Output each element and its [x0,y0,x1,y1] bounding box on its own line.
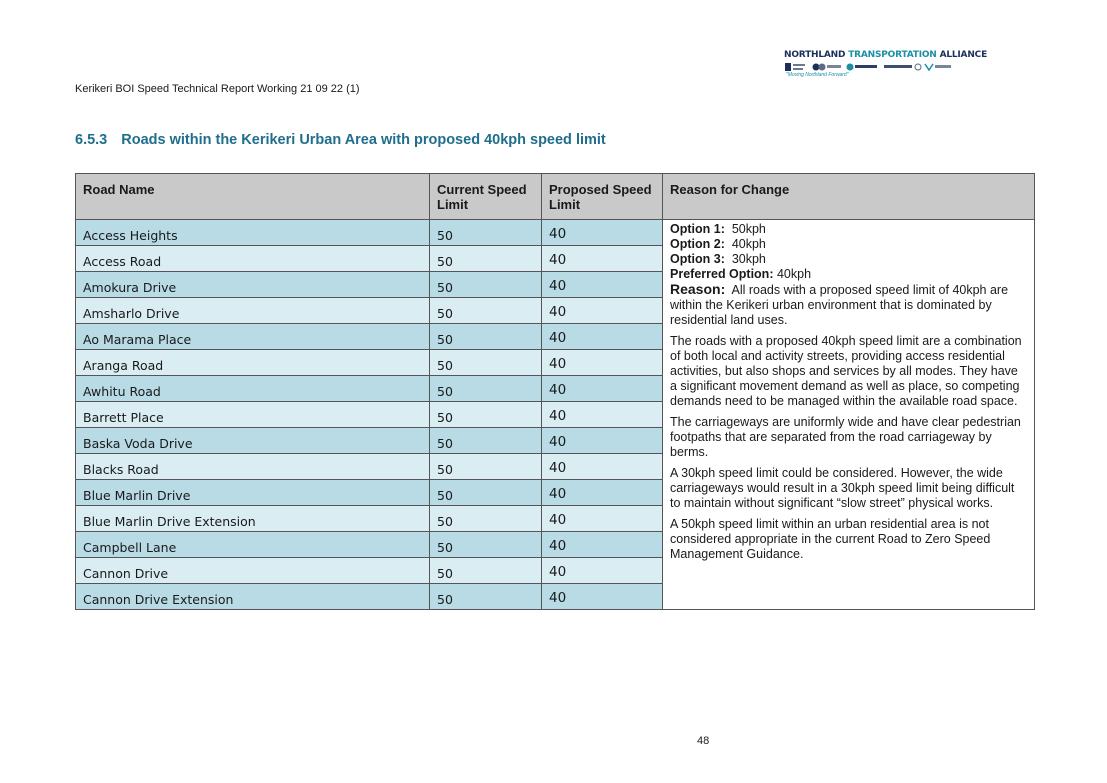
current-speed-cell: 50 [430,532,542,558]
current-speed-cell: 50 [430,376,542,402]
proposed-speed-cell: 40 [542,272,663,298]
logo-word-1: NORTHLAND [784,50,846,60]
reason-for-change-cell [663,220,1035,610]
current-speed-cell: 50 [430,584,542,610]
road-name-cell: Blue Marlin Drive [76,480,430,506]
section-title-text: Roads within the Kerikeri Urban Area with proposed 40kph speed limit [121,132,606,148]
section-number: 6.5.3 [75,132,108,148]
speed-limit-table [75,173,1035,610]
road-name-cell: Cannon Drive [76,558,430,584]
road-name-cell: Barrett Place [76,402,430,428]
road-name-cell: Amokura Drive [76,272,430,298]
reason-paragraph-3: The carriageways are uniformly wide and have clear pedestrian footpaths that are separated from the road carriageway by berms. [670,415,1021,459]
current-speed-cell: 50 [430,246,542,272]
option-list [670,222,1027,328]
current-speed-cell: 50 [430,350,542,376]
current-speed-cell: 50 [430,480,542,506]
proposed-speed-cell: 40 [542,428,663,454]
logo-tagline: "Moving Northland Forward" [786,72,849,78]
option-3-value: 30kph [731,252,766,266]
header-reason: Reason for Change [663,174,1035,220]
option-1-value: 50kph [731,222,766,236]
logo-word-2: TRANSPORTATION [848,50,937,60]
logo-title [784,50,988,60]
reason-label: Reason: [670,281,726,297]
section-heading [75,132,606,148]
alliance-logo [784,50,988,82]
proposed-speed-cell: 40 [542,480,663,506]
reason-paragraph-5: A 50kph speed limit within an urban residential area is not considered appropriate in the current Road to Zero Speed Management Guidance. [670,517,991,561]
road-name-cell: Ao Marama Place [76,324,430,350]
option-3-label: Option 3: [670,252,725,266]
proposed-speed-cell: 40 [542,298,663,324]
header-road-name: Road Name [76,174,430,220]
partner-logos-icon [784,62,952,72]
proposed-speed-cell: 40 [542,246,663,272]
proposed-speed-cell: 40 [542,220,663,246]
road-name-cell: Cannon Drive Extension [76,584,430,610]
document-title: Kerikeri BOI Speed Technical Report Working 21 09 22 (1) [75,83,360,95]
current-speed-cell: 50 [430,272,542,298]
proposed-speed-cell: 40 [542,454,663,480]
current-speed-cell: 50 [430,558,542,584]
header-current-speed: Current Speed Limit [430,174,542,220]
road-name-cell: Amsharlo Drive [76,298,430,324]
header-proposed-speed: Proposed Speed Limit [542,174,663,220]
table-row [76,220,1035,246]
option-1-label: Option 1: [670,222,725,236]
proposed-speed-cell: 40 [542,324,663,350]
page-number: 48 [697,735,710,747]
proposed-speed-cell: 40 [542,584,663,610]
proposed-speed-cell: 40 [542,558,663,584]
preferred-option-value: 40kph [776,267,812,281]
current-speed-cell: 50 [430,324,542,350]
road-name-cell: Blue Marlin Drive Extension [76,506,430,532]
current-speed-cell: 50 [430,220,542,246]
road-name-cell: Campbell Lane [76,532,430,558]
road-name-cell: Awhitu Road [76,376,430,402]
road-name-cell: Access Heights [76,220,430,246]
option-2-value: 40kph [731,237,766,251]
reason-text: All roads with a proposed speed limit of 40kph are within the Kerikeri urban environment that is dominated by residential land uses. [670,283,1009,327]
road-name-cell: Baska Voda Drive [76,428,430,454]
current-speed-cell: 50 [430,402,542,428]
proposed-speed-cell: 40 [542,402,663,428]
option-2-label: Option 2: [670,237,725,251]
road-name-cell: Aranga Road [76,350,430,376]
proposed-speed-cell: 40 [542,506,663,532]
current-speed-cell: 50 [430,506,542,532]
road-name-cell: Access Road [76,246,430,272]
proposed-speed-cell: 40 [542,350,663,376]
proposed-speed-cell: 40 [542,376,663,402]
table-header-row [76,174,1035,220]
current-speed-cell: 50 [430,454,542,480]
road-name-cell: Blacks Road [76,454,430,480]
current-speed-cell: 50 [430,298,542,324]
current-speed-cell: 50 [430,428,542,454]
reason-paragraph-4: A 30kph speed limit could be considered. However, the wide carriageways would result in a 30kph speed limit being difficult to maintain without significant “slow street” physical works. [670,466,1015,510]
reason-paragraph-2: The roads with a proposed 40kph speed limit are a combination of both local and activity streets, providing access residential activities, but also shops and services by all modes. They have a significant movement demand as well as place, so competing demands need to be managed within the available road space. [670,334,1022,408]
proposed-speed-cell: 40 [542,532,663,558]
preferred-option-label: Preferred Option: [670,267,774,281]
logo-word-3: ALLIANCE [939,50,988,60]
